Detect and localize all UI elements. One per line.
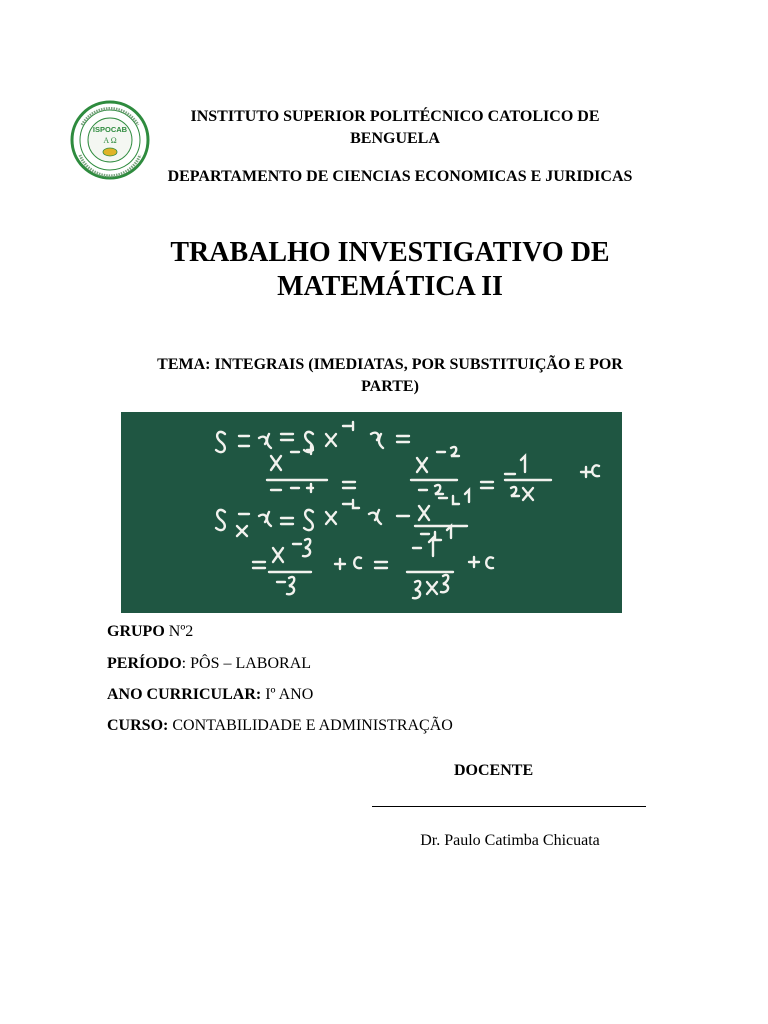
title-line-2: MATEMÁTICA II xyxy=(277,271,503,302)
institution-line-2: BENGUELA xyxy=(350,130,440,147)
grupo-value: Nº2 xyxy=(164,623,194,640)
grupo-label: GRUPO xyxy=(107,623,165,640)
info-curso xyxy=(107,716,453,736)
docente-name: Dr. Paulo Catimba Chicuata xyxy=(420,832,600,849)
docente-label: DOCENTE xyxy=(454,762,534,779)
institution-line-1: INSTITUTO SUPERIOR POLITÉCNICO CATOLICO DE xyxy=(190,108,600,125)
ano-value: Iº ANO xyxy=(261,686,314,703)
logo-symbols: A Ω xyxy=(103,136,117,145)
periodo-label: PERÍODO xyxy=(107,655,182,672)
curso-label: CURSO: xyxy=(107,717,169,734)
logo-text: ISPOCAB xyxy=(92,125,128,134)
department-name: DEPARTAMENTO DE CIENCIAS ECONOMICAS E JURIDICAS xyxy=(167,168,633,185)
tema-heading xyxy=(110,354,670,398)
ano-label: ANO CURRICULAR: xyxy=(107,686,262,703)
curso-value: CONTABILIDADE E ADMINISTRAÇÃO xyxy=(168,717,453,734)
info-periodo xyxy=(107,654,311,674)
institution-name xyxy=(130,106,660,150)
tema-line-1: TEMA: INTEGRAIS (IMEDIATAS, POR SUBSTITUIÇÃO E POR xyxy=(157,356,623,373)
title-line-1: TRABALHO INVESTIGATIVO DE xyxy=(170,237,610,268)
chalkboard-image xyxy=(121,412,622,613)
signature-line xyxy=(372,806,646,807)
info-ano-curricular xyxy=(107,685,313,705)
periodo-value: : PÔS – LABORAL xyxy=(181,655,312,672)
document-title xyxy=(120,236,660,304)
info-grupo xyxy=(107,622,193,642)
tema-line-2: PARTE) xyxy=(361,378,419,395)
